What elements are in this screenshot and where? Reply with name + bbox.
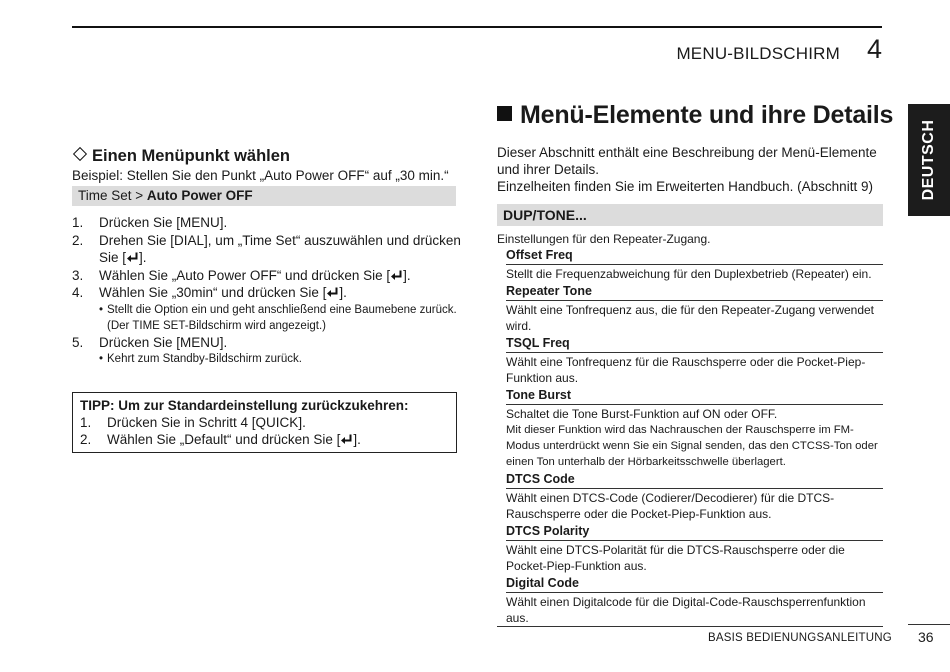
intro-block [497,144,887,195]
language-tab-label: DEUTSCH [920,119,937,201]
step-text-end: ]. [139,250,147,265]
step-note [72,302,462,334]
step-text-end: ]. [339,285,347,300]
step-item [72,334,462,352]
menu-item-description: Stellt die Frequenzabweichung für den Duplexbetrieb (Repeater) ein. [506,267,872,281]
menu-item-description-main: Schaltet die Tone Burst-Funktion auf ON oder OFF. [506,407,778,421]
menu-path-bar [72,186,456,206]
step-text: Wählen Sie „30min“ und drücken Sie [ [99,285,327,300]
menu-item-description: Wählt eine DTCS-Polarität für die DTCS-Rauschsperre oder die Pocket-Piep-Funktion aus. [506,543,845,573]
menu-item-description-extra: Mit dieser Funktion wird das Nachrauschen der Rauschsperre im FM-Modus unterdrückt wenn Sie ein Signal senden, das den CTCSS-Ton oder einen Ton unterhalb der Hörbarkeitsschwelle überlagert. [506,424,878,468]
step-text: Drehen Sie [DIAL], um „Time Set“ auszuwählen und drücken Sie [ [99,232,461,265]
menu-item [506,283,883,335]
intro-reference: Einzelheiten finden Sie im Erweiterten Handbuch. (Abschnitt 9) [497,179,873,194]
footer-rule [497,626,883,627]
tip-number: 1. [80,415,92,430]
step-number: 3. [72,267,84,283]
menu-item-name: Offset Freq [506,247,883,265]
main-heading [497,101,893,130]
tip-number: 2. [80,432,92,447]
section-title: Einen Menüpunkt wählen [92,147,291,165]
menu-item [506,335,883,387]
menu-item-description: Wählt eine Tonfrequenz aus, die für den Repeater-Zugang verwendet wird. [506,303,875,333]
enter-key-icon [326,286,339,298]
footer-manual-title: BASIS BEDIENUNGSANLEITUNG [708,632,892,644]
menu-item-description: Wählt einen Digitalcode für die Digital-Code-Rauschsperrenfunktion aus. [506,595,866,625]
step-number: 5. [72,334,84,350]
enter-key-icon [126,251,139,263]
group-title-bar: DUP/TONE... [497,204,883,226]
chapter-title: MENU-BILDSCHIRM [676,44,840,63]
step-text: Drücken Sie [MENU]. [99,334,228,350]
tip-box [72,392,457,453]
step-number: 1. [72,215,84,230]
step-item [72,232,462,267]
chapter-number: 4 [866,34,882,64]
menu-item-name: Tone Burst [506,387,883,405]
menu-item-list [506,247,883,627]
note-text: Stellt die Option ein und geht anschließend eine Baumebene zurück. [107,303,457,316]
tip-item [80,431,449,448]
group-description: Einstellungen für den Repeater-Zugang. [497,232,711,246]
page-number-rule [908,624,950,625]
menu-item [506,575,883,627]
note-bullet: • [99,303,104,316]
step-item [72,284,462,302]
enter-key-icon [340,433,353,445]
enter-key-icon [390,269,403,281]
menu-item-name: Repeater Tone [506,283,883,301]
step-number: 2. [72,232,84,248]
page-number: 36 [918,629,934,645]
note-text: (Der TIME SET-Bildschirm wird angezeigt.) [107,319,326,332]
menu-item-name: DTCS Polarity [506,523,883,541]
square-bullet-icon [497,106,512,121]
menu-item-description: Wählt eine Tonfrequenz für die Rauschsperre oder die Pocket-Piep-Funktion aus. [506,355,866,385]
step-number: 4. [72,285,84,300]
step-text-end: ]. [403,267,411,283]
main-title: Menü-Elemente und ihre Details [520,101,894,129]
tip-text: Drücken Sie in Schritt 4 [QUICK]. [107,415,306,430]
step-note [72,351,462,367]
diamond-icon [73,147,87,161]
language-tab [908,104,950,216]
menu-item [506,471,883,523]
menu-item-name: TSQL Freq [506,335,883,353]
menu-path-target: Auto Power OFF [146,188,253,203]
tip-list [80,414,449,448]
step-text: Drücken Sie [MENU]. [99,215,228,230]
step-text: Wählen Sie „Auto Power OFF“ und drücken Sie [ [99,267,391,283]
menu-item [506,387,883,471]
step-list [72,214,462,367]
intro-paragraph: Dieser Abschnitt enthält eine Beschreibung der Menü-Elemente und ihrer Details. [497,145,877,177]
menu-item-description: Wählt einen DTCS-Code (Codierer/Decodierer) für die DTCS-Rauschsperre oder die Pocket-Piep-Funktion aus. [506,491,835,521]
tip-item [80,414,449,431]
menu-item [506,523,883,575]
tip-title: TIPP: Um zur Standardeinstellung zurückzukehren: [80,398,409,413]
tip-text-end: ]. [353,432,361,447]
menu-item-name: DTCS Code [506,471,883,489]
menu-item [506,247,883,283]
example-text: Beispiel: Stellen Sie den Punkt „Auto Power OFF“ auf „30 min.“ [72,168,449,183]
header-rule [72,26,882,28]
section-heading [72,147,290,166]
step-item [72,214,462,232]
step-item [72,267,462,285]
note-text: Kehrt zum Standby-Bildschirm zurück. [107,353,302,365]
note-bullet: • [99,353,104,365]
tip-text: Wählen Sie „Default“ und drücken Sie [ [107,432,341,447]
menu-path-prefix: Time Set > [78,188,147,203]
menu-item-description [506,405,883,471]
menu-item-name: Digital Code [506,575,883,593]
